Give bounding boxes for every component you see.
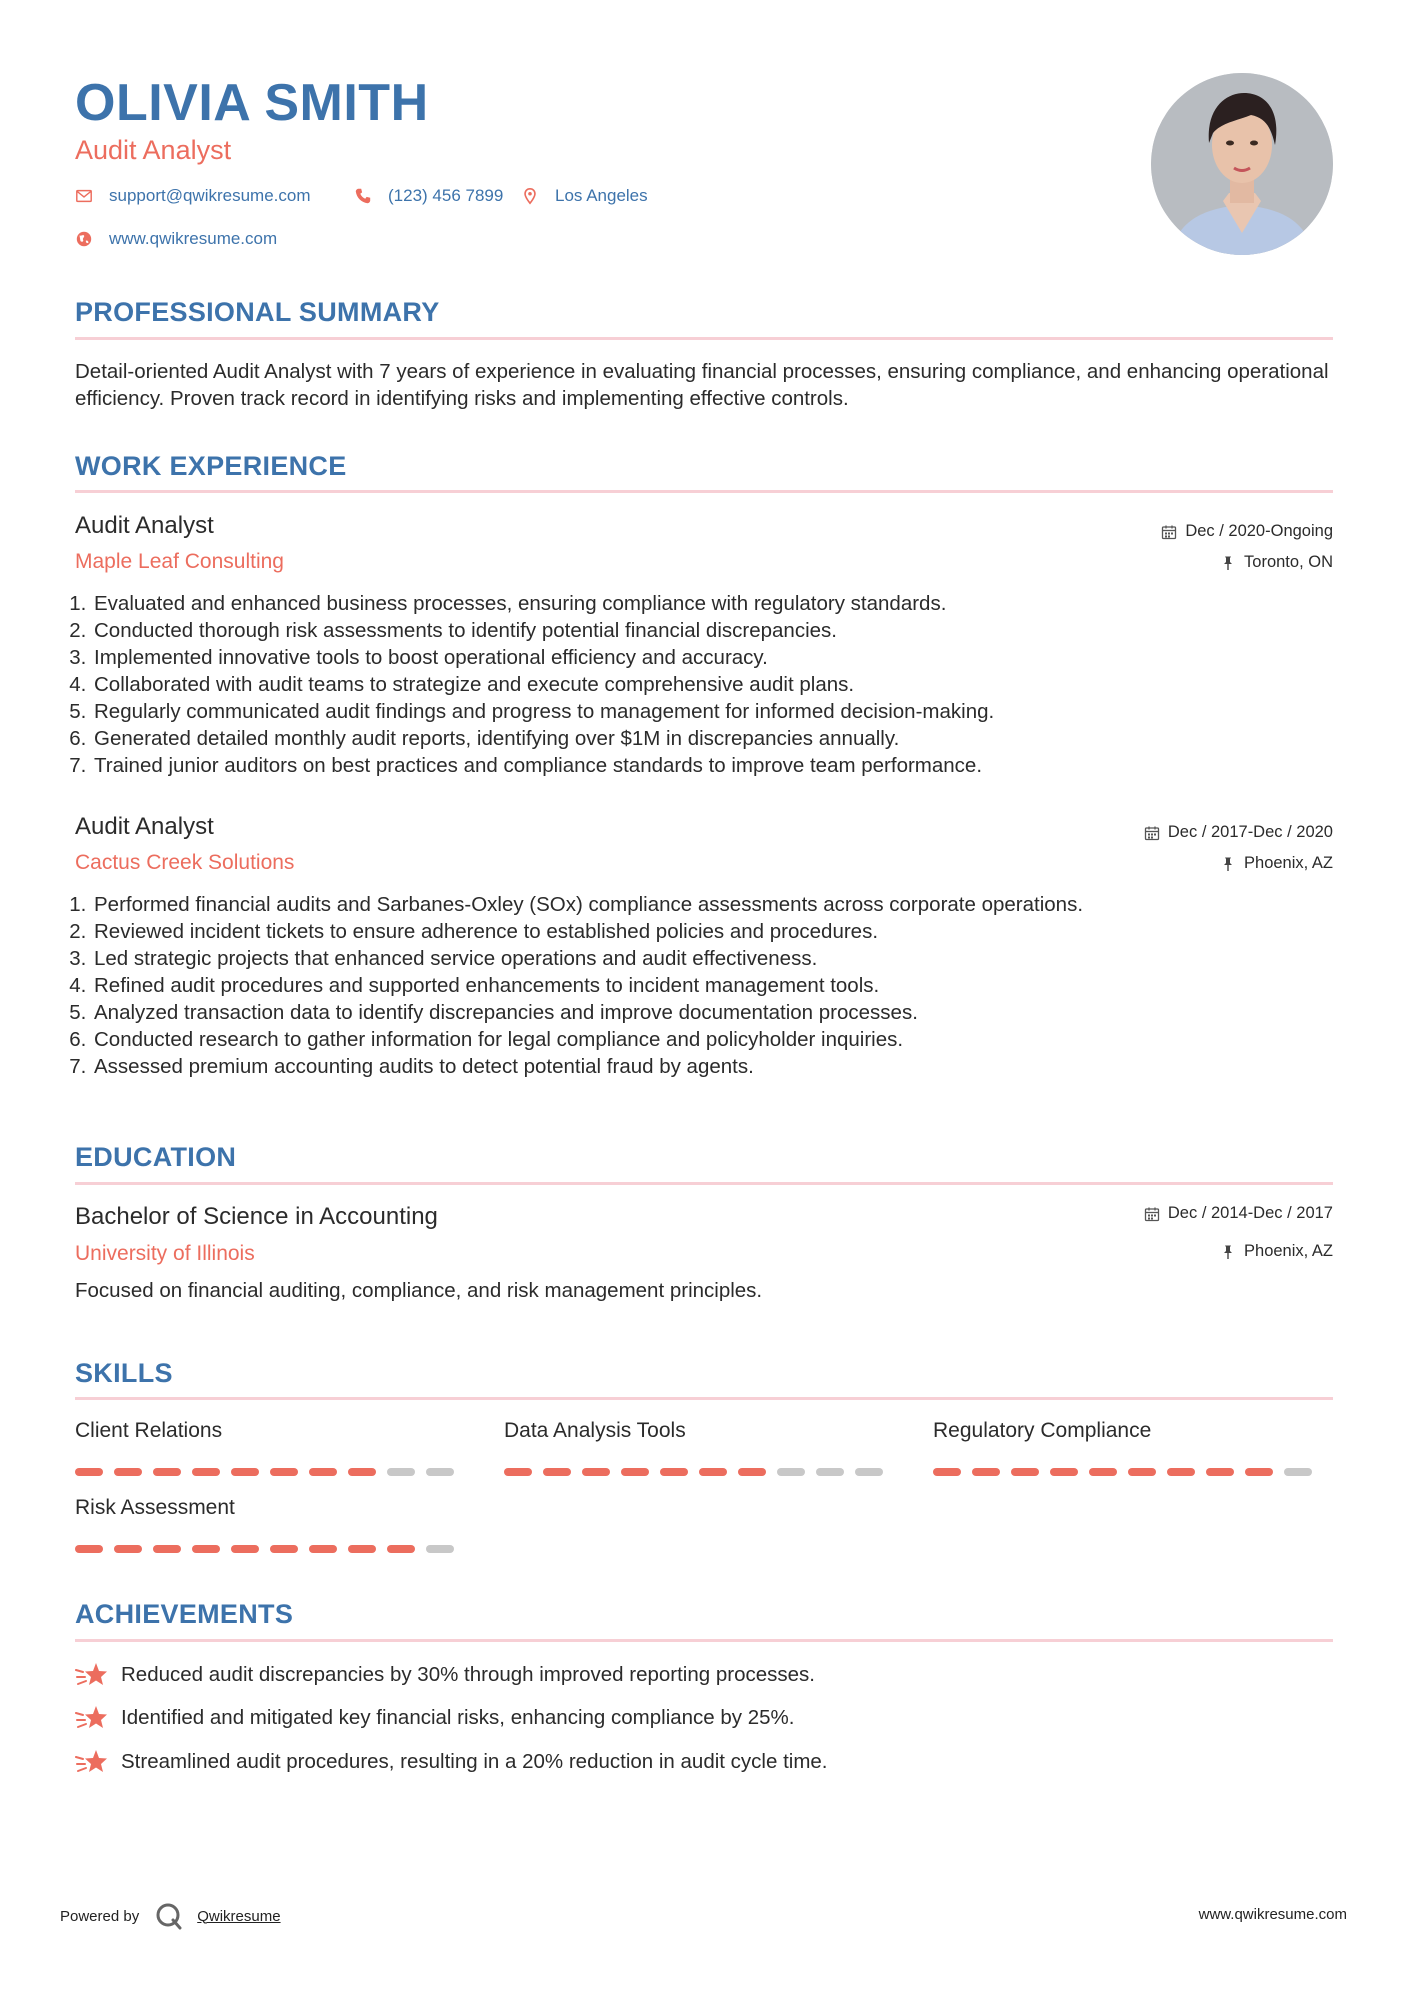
calendar-icon xyxy=(1161,524,1177,540)
contact-website[interactable] xyxy=(75,229,277,249)
skill-level-dot xyxy=(231,1468,259,1476)
contact-phone[interactable] xyxy=(354,186,503,206)
skill-level-dot xyxy=(855,1468,883,1476)
website-text: www.qwikresume.com xyxy=(109,229,278,248)
job-title: Audit Analyst xyxy=(75,512,214,539)
list-item: 6. Conducted research to gather information for legal compliance and policyholder inquiries. xyxy=(92,1026,1342,1053)
skill-level-dot xyxy=(1245,1468,1273,1476)
skill-level-dot xyxy=(114,1468,142,1476)
job-company: Cactus Creek Solutions xyxy=(75,851,295,874)
phone-icon xyxy=(354,187,372,205)
skill-level-dot xyxy=(270,1468,298,1476)
skill-level-dot xyxy=(75,1468,103,1476)
skill-name: Regulatory Compliance xyxy=(933,1419,1152,1442)
list-item: 2. Reviewed incident tickets to ensure adherence to established policies and procedures. xyxy=(92,918,1342,945)
skill-level-dot xyxy=(504,1468,532,1476)
job-dates xyxy=(1161,522,1333,541)
list-item: 1. Performed financial audits and Sarbanes-Oxley (SOx) compliance assessments across corporate operations. xyxy=(92,891,1342,918)
skill-level-bar xyxy=(933,1468,1313,1476)
summary-heading: PROFESSIONAL SUMMARY xyxy=(75,297,440,327)
skill-level-dot xyxy=(543,1468,571,1476)
shooting-star-icon xyxy=(75,1660,109,1690)
skill-level-dot xyxy=(387,1545,415,1553)
skill-level-dot xyxy=(582,1468,610,1476)
skill-name: Data Analysis Tools xyxy=(504,1419,686,1442)
shooting-star-icon xyxy=(75,1703,109,1733)
footer-powered-by xyxy=(60,1902,281,1930)
skill-level-dot xyxy=(738,1468,766,1476)
skill-item xyxy=(75,1495,455,1553)
achievement-text: Identified and mitigated key financial risks, enhancing compliance by 25%. xyxy=(121,1706,795,1729)
education-description: Focused on financial auditing, compliance, and risk management principles. xyxy=(75,1279,763,1302)
job-dates-text: Dec / 2020-Ongoing xyxy=(1185,522,1333,540)
achievement-item xyxy=(75,1747,828,1777)
footer-website[interactable]: www.qwikresume.com xyxy=(1198,1906,1347,1923)
job-dates xyxy=(1144,823,1333,842)
list-item: 5. Regularly communicated audit findings and progress to management for informed decision-making. xyxy=(92,698,1342,725)
pushpin-icon xyxy=(1220,555,1236,571)
job-company: Maple Leaf Consulting xyxy=(75,550,284,573)
list-item: 3. Implemented innovative tools to boost operational efficiency and accuracy. xyxy=(92,644,1342,671)
skill-level-dot xyxy=(270,1545,298,1553)
job-bullets xyxy=(70,891,1342,1080)
skill-level-dot xyxy=(1167,1468,1195,1476)
skill-level-bar xyxy=(75,1468,455,1476)
list-item: 4. Collaborated with audit teams to strategize and execute comprehensive audit plans. xyxy=(92,671,1342,698)
list-item: 5. Analyzed transaction data to identify discrepancies and improve documentation processes. xyxy=(92,999,1342,1026)
email-text: support@qwikresume.com xyxy=(109,186,311,205)
pushpin-icon xyxy=(1220,1244,1236,1260)
contact-email[interactable] xyxy=(75,186,311,206)
summary-divider xyxy=(75,337,1333,340)
job-bullets xyxy=(70,590,1342,779)
skill-level-dot xyxy=(426,1468,454,1476)
skill-level-dot xyxy=(1011,1468,1039,1476)
skill-name: Client Relations xyxy=(75,1419,223,1442)
skills-divider xyxy=(75,1397,1333,1400)
achievements-divider xyxy=(75,1639,1333,1642)
list-item: 3. Led strategic projects that enhanced service operations and audit effectiveness. xyxy=(92,945,1342,972)
school-name: University of Illinois xyxy=(75,1242,255,1265)
achievement-text: Streamlined audit procedures, resulting in a 20% reduction in audit cycle time. xyxy=(121,1750,828,1773)
job-title: Audit Analyst xyxy=(75,813,214,840)
powered-by-label: Powered by xyxy=(60,1907,140,1925)
education-dates-text: Dec / 2014-Dec / 2017 xyxy=(1167,1204,1333,1222)
skill-level-dot xyxy=(660,1468,688,1476)
profile-photo xyxy=(1151,73,1333,255)
list-item: 1. Evaluated and enhanced business processes, ensuring compliance with regulatory standards. xyxy=(92,590,1342,617)
skill-level-dot xyxy=(231,1545,259,1553)
calendar-icon xyxy=(1144,1206,1160,1222)
list-item: 7. Trained junior auditors on best practices and compliance standards to improve team performance. xyxy=(92,752,1342,779)
skill-item xyxy=(933,1418,1313,1476)
skill-level-dot xyxy=(1284,1468,1312,1476)
skill-level-dot xyxy=(348,1545,376,1553)
skill-level-dot xyxy=(192,1468,220,1476)
skill-level-dot xyxy=(114,1545,142,1553)
degree-title: Bachelor of Science in Accounting xyxy=(75,1203,438,1230)
phone-text: (123) 456 7899 xyxy=(388,186,504,205)
education-location-text: Phoenix, AZ xyxy=(1244,1242,1333,1260)
skill-level-dot xyxy=(348,1468,376,1476)
skill-level-dot xyxy=(309,1468,337,1476)
pushpin-icon xyxy=(1220,856,1236,872)
skill-level-dot xyxy=(1128,1468,1156,1476)
skill-level-dot xyxy=(1206,1468,1234,1476)
job-location-text: Toronto, ON xyxy=(1244,553,1333,571)
skill-level-bar xyxy=(504,1468,884,1476)
education-heading: EDUCATION xyxy=(75,1142,237,1172)
job-dates-text: Dec / 2017-Dec / 2020 xyxy=(1167,823,1333,841)
skill-item xyxy=(504,1418,884,1476)
skill-level-dot xyxy=(75,1545,103,1553)
skill-level-dot xyxy=(192,1545,220,1553)
list-item: 7. Assessed premium accounting audits to detect potential fraud by agents. xyxy=(92,1053,1342,1080)
calendar-icon xyxy=(1144,825,1160,841)
job-location xyxy=(1220,854,1333,873)
skill-item xyxy=(75,1418,455,1476)
job-location-text: Phoenix, AZ xyxy=(1244,854,1333,872)
education-location xyxy=(1220,1242,1333,1261)
skill-name: Risk Assessment xyxy=(75,1496,235,1519)
contact-location xyxy=(521,186,648,206)
skill-level-dot xyxy=(387,1468,415,1476)
skill-level-dot xyxy=(933,1468,961,1476)
achievement-item xyxy=(75,1660,815,1690)
shooting-star-icon xyxy=(75,1747,109,1777)
list-item: 6. Generated detailed monthly audit reports, identifying over $1M in discrepancies annually. xyxy=(92,725,1342,752)
skill-level-dot xyxy=(153,1545,181,1553)
candidate-name: OLIVIA SMITH xyxy=(75,74,429,132)
location-text: Los Angeles xyxy=(555,186,648,205)
education-dates xyxy=(1144,1204,1333,1223)
experience-heading: WORK EXPERIENCE xyxy=(75,451,347,481)
achievements-heading: ACHIEVEMENTS xyxy=(75,1599,294,1629)
education-divider xyxy=(75,1182,1333,1185)
candidate-title: Audit Analyst xyxy=(75,135,232,165)
list-item: 4. Refined audit procedures and supported enhancements to incident management tools. xyxy=(92,972,1342,999)
list-item: 2. Conducted thorough risk assessments to identify potential financial discrepancies. xyxy=(92,617,1342,644)
job-location xyxy=(1220,553,1333,572)
skill-level-dot xyxy=(777,1468,805,1476)
envelope-icon xyxy=(75,187,93,205)
map-pin-icon xyxy=(521,187,539,205)
skill-level-dot xyxy=(153,1468,181,1476)
qwikresume-logo-icon xyxy=(155,1902,183,1930)
skill-level-dot xyxy=(1089,1468,1117,1476)
experience-divider xyxy=(75,490,1333,493)
qwikresume-link[interactable]: Qwikresume xyxy=(197,1907,281,1925)
globe-icon xyxy=(75,230,93,248)
skill-level-dot xyxy=(621,1468,649,1476)
skill-level-dot xyxy=(309,1545,337,1553)
skill-level-bar xyxy=(75,1545,455,1553)
skill-level-dot xyxy=(1050,1468,1078,1476)
skills-heading: SKILLS xyxy=(75,1358,173,1388)
summary-text: Detail-oriented Audit Analyst with 7 years of experience in evaluating financial processes, ensuring compliance, and enhancing operational efficiency. Proven track record in identifying risks and implementing effective controls. xyxy=(75,360,1329,410)
skill-level-dot xyxy=(699,1468,727,1476)
skill-level-dot xyxy=(426,1545,454,1553)
skill-level-dot xyxy=(816,1468,844,1476)
skill-level-dot xyxy=(972,1468,1000,1476)
achievement-item xyxy=(75,1703,794,1733)
achievement-text: Reduced audit discrepancies by 30% through improved reporting processes. xyxy=(121,1663,815,1686)
